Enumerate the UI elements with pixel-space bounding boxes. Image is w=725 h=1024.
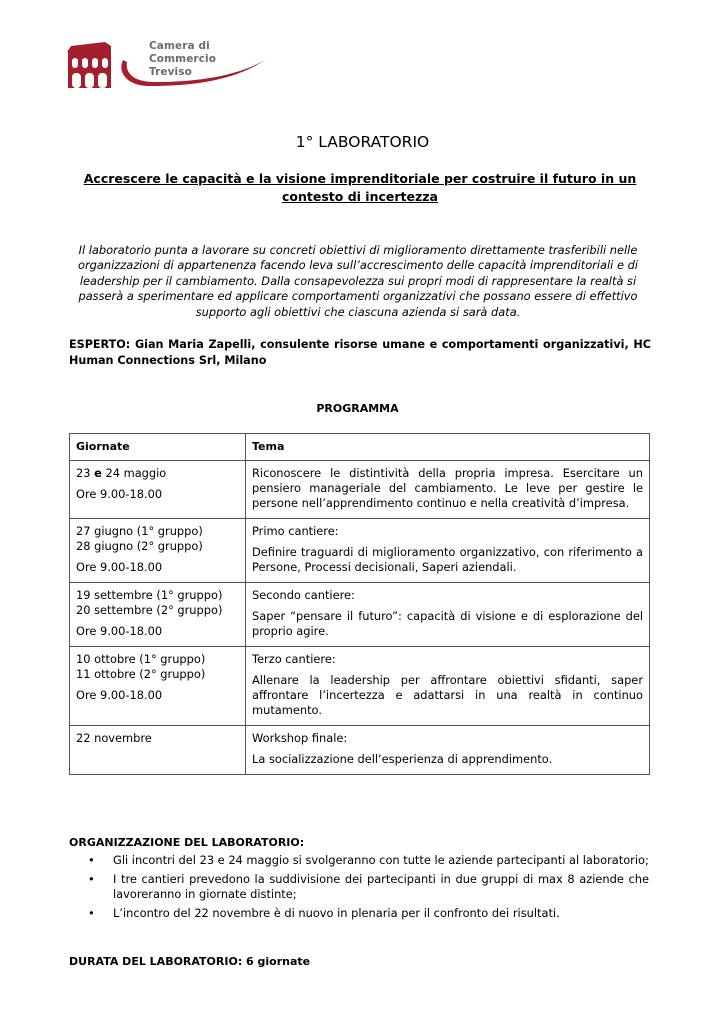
tema-cell	[246, 726, 650, 775]
dates-cell	[70, 519, 246, 583]
time-line: Ore 9.00-18.00	[76, 487, 163, 501]
dates-cell	[70, 647, 246, 726]
program-table	[69, 433, 650, 775]
date-line: 10 ottobre (1° gruppo)	[76, 652, 206, 666]
table-row	[70, 647, 650, 726]
table-row	[70, 726, 650, 775]
table-row	[70, 583, 650, 647]
tema-text: La socializzazione dell’esperienza di apprendimento.	[252, 752, 553, 766]
page-subtitle: Accrescere le capacità e la visione imprenditoriale per costruire il futuro in un contesto di incertezza	[83, 171, 637, 204]
tema-cell	[246, 461, 650, 519]
organization-heading: ORGANIZZAZIONE DEL LABORATORIO:	[69, 836, 305, 849]
expert-line: ESPERTO: Gian Maria Zapelli, consulente risorse umane e comportamenti organizzativi, HC Human Connections Srl, Milano	[69, 338, 651, 367]
column-header-giornate: Giornate	[70, 434, 246, 461]
list-item: • L’incontro del 22 novembre è di nuovo in plenaria per il confronto dei risultati.	[69, 906, 649, 922]
time-line: Ore 9.00-18.00	[76, 560, 163, 574]
date-line: 28 giugno (2° gruppo)	[76, 539, 203, 553]
tema-text: Allenare la leadership per affrontare obiettivi sfidanti, saper affrontare l’incertezza e adattarsi in una realtà in continuo mutamento.	[252, 673, 643, 717]
table-row	[70, 461, 650, 519]
tema-title: Primo cantiere:	[252, 524, 339, 538]
camera-commercio-logo	[65, 38, 275, 94]
table-header-row	[70, 434, 650, 461]
date-line: 23 e 24 maggio	[76, 466, 167, 480]
tema-cell	[246, 583, 650, 647]
list-item: • Gli incontri del 23 e 24 maggio si svolgeranno con tutte le aziende partecipanti al laboratorio;	[69, 853, 649, 869]
date-line: 22 novembre	[76, 731, 152, 745]
tema-title: Terzo cantiere:	[252, 652, 336, 666]
dates-cell	[70, 461, 246, 519]
dates-cell	[70, 583, 246, 647]
column-header-tema: Tema	[246, 434, 650, 461]
tema-text: Riconoscere le distintività della propria impresa. Esercitare un pensiero manageriale del cambiamento. Le leve per gestire le persone nell’apprendimento continuo e nella creatività d’impresa.	[252, 466, 643, 510]
dates-cell	[70, 726, 246, 775]
list-item: • I tre cantieri prevedono la suddivisione dei partecipanti in due gruppi di max 8 aziende che lavoreranno in giornate distinte;	[69, 872, 649, 903]
tema-cell	[246, 647, 650, 726]
org-name-line2: Treviso	[149, 66, 192, 78]
intro-paragraph: Il laboratorio punta a lavorare su concreti obiettivi di miglioramento direttamente trasferibili nelle organizzazioni di appartenenza facendo leva sull’accrescimento delle capacità imprenditoriali e di leadership per il cambiamento. Dalla consapevolezza sui propri modi di rappresentare la realtà si passerà a sperimentare ed applicare comportamenti organizzativi che possano essere di effettivo supporto agli obiettivi che ciascuna azienda si sarà data.	[78, 243, 638, 319]
date-line: 19 settembre (1° gruppo)	[76, 588, 223, 602]
page-title: 1° LABORATORIO	[295, 133, 430, 151]
duration-line: DURATA DEL LABORATORIO: 6 giornate	[69, 955, 311, 968]
date-line: 11 ottobre (2° gruppo)	[76, 667, 206, 681]
date-line: 20 settembre (2° gruppo)	[76, 603, 223, 617]
tema-text: Saper “pensare il futuro”: capacità di visione e di esplorazione del proprio agire.	[252, 609, 643, 638]
programma-heading: PROGRAMMA	[316, 402, 399, 415]
time-line: Ore 9.00-18.00	[76, 624, 163, 638]
organization-list	[69, 853, 649, 924]
tema-title: Secondo cantiere:	[252, 588, 355, 602]
org-name-line1: Camera di Commercio	[149, 40, 217, 65]
tema-text: Definire traguardi di miglioramento organizzativo, con riferimento a Persone, Processi decisionali, Saperi aziendali.	[252, 545, 643, 574]
table-row	[70, 519, 650, 583]
tema-cell	[246, 519, 650, 583]
logo-text	[149, 40, 275, 79]
tema-title: Workshop finale:	[252, 731, 348, 745]
date-line: 27 giugno (1° gruppo)	[76, 524, 203, 538]
time-line: Ore 9.00-18.00	[76, 688, 163, 702]
